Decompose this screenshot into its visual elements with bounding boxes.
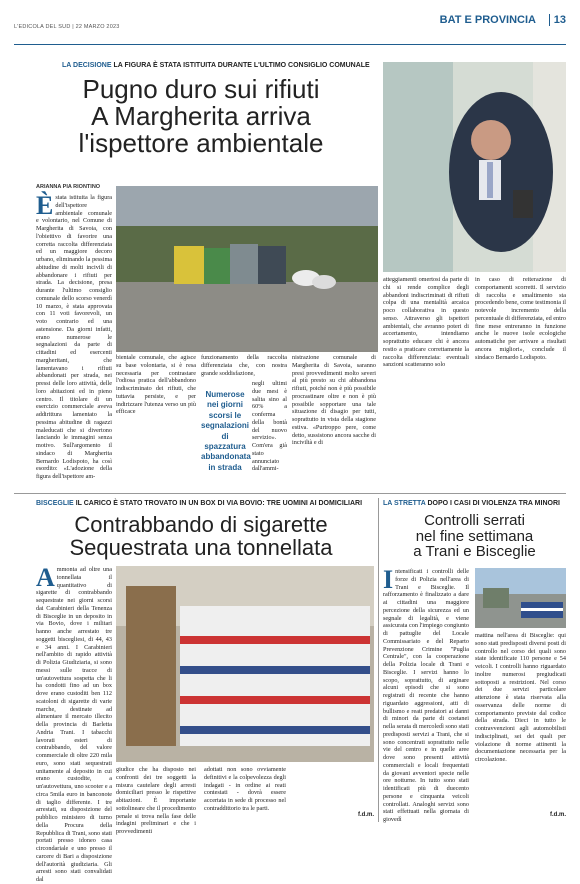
newspaper-dateline: L'EDICOLA DEL SUD | 22 MARZO 2023	[14, 24, 120, 30]
article1-pullquote: Numerose nei giorni scorsi le segnalazioni di spazzatura abbandonata in strada	[201, 390, 251, 472]
column-divider	[378, 498, 379, 822]
article3-column-2: mattina nell'area di Bisceglie: qui sono stati predisposti diversi posti di controllo nel corso dei quali sono state identificate 110 persone e 54 veicoli. I controlli hanno riguardato inoltre numerosi pregiudicati sottoposti a restrizioni. Nel corso dei due servizi particolare attenzione è stata riservata alla osservanza delle norme di comportamento previste dal codice della strada. Dieci in tutto le contravvenzioni agli automobilisti indisciplinati, sei dei quali per violazione di norme attinenti la documentazione necessaria per la circolazione.	[475, 632, 566, 763]
article1-column-3b: negli ultimi due mesi è salita sino al 60% a conferma della bontà del nuovo servizio». Com'era già stato annunciato dall'ammi-	[252, 380, 287, 473]
kicker-tag: BISCEGLIE	[36, 500, 74, 507]
article1-column-1	[36, 191, 112, 514]
kicker-text: DOPO I CASI DI VIOLENZA TRA MINORI	[427, 500, 560, 507]
column-text: stata istituita la figura dell'ispettore ambientale comunale e volontario, nel Comune di Margherita di Savoia, con l'obiettivo di favorire una corretta raccolta differenziata ed un maggiore decoro urbano, eliminando la pessima abitudine di molti incivili di abbandonare i rifiuti per strada. La decisione, presa durante l'ultimo consiglio comunale dello scorso venerdì 10 marzo, è stata approvata con 11 voti favorevoli, un voto contrario ed una astensione. Da giorni infatti, erano numerose le segnalazioni da parte di cittadini ed esercenti margheritani, che lamentavano i rifiuti abbandonati per strada, nei pressi delle loro attività, delle loro abitazioni ed in pieno centro. Il titolare di un esercizio commerciale aveva addirittura lamentato la pessima abitudine di ragazzi maleducati che si divertono lanciando le immagini senza motivo. Sull'argomento il sindaco di Margherita Bernardo Lodispoto, ha così esordito: «L'adozione della figura dell'ispettore am-	[36, 194, 112, 480]
police-car-illustration	[475, 568, 566, 628]
dropcap: I	[383, 565, 394, 594]
page-header	[14, 10, 566, 40]
article1-column-3: funzionamento della raccolta differenziata che, con nostra grande soddisfazione,	[201, 354, 287, 377]
kicker-tag: LA DECISIONE	[62, 62, 112, 69]
mayor-photo	[383, 62, 566, 272]
article1-column-5: atteggiamenti omertosi da parte di chi si rende complice degli abbandoni indiscriminati di rifiuti colpa di una mentalità arcaica poco collaborativa in questo senso. Attraverso gli ispettori ambientali, che avranno poteri di accertamento, intendiamo soprattutto educare chi è ancora restio a praticare correttamente la raccolta differenziata: eventuali sanzioni scatteranno solo	[383, 276, 469, 369]
trash-bins-photo	[116, 186, 378, 352]
cigarettes-photo	[116, 566, 374, 762]
headline-line: Contrabbando di sigarette	[74, 512, 328, 537]
article1-column-2: bientale comunale, che agisce su base volontaria, si è resa necessaria per contrastare l'odiosa pratica dell'abbandono indiscriminato dei rifiuti, che tuttavia persiste, e per indirizzare l'utenza verso un più efficace	[116, 354, 196, 416]
page-number: 13	[549, 14, 566, 26]
headline-line: a Trani e Bisceglie	[413, 543, 536, 561]
article1-kicker	[62, 62, 370, 69]
trash-bins-illustration	[116, 186, 378, 352]
article2-headline	[36, 514, 366, 560]
headline-line: A Margherita arriva	[91, 101, 311, 132]
article3-column-1	[383, 565, 469, 823]
kicker-text: IL CARICO È STATO TROVATO IN UN BOX DI VIA BOVIO: TRE UOMINI AI DOMICILIARI	[75, 500, 363, 507]
column-text: ntensificati i controlli delle forze di Polizia nell'area di Trani e Bisceglie. Il rafforzamento è finalizzato a dare ai cittadini una maggiore percezione della sicurezza ed un segnale di legalità, e viene assicurata con l'impiego congiunto di pattuglie del Locale Commissariato e del Reparto Prevenzione Crimine "Puglia Centrale", con la cooperazione della Polizia locale di Trani e Bisceglie. I servizi hanno lo scopo, soprattutto, di arginare alcuni episodi che si sono registrati di recente che hanno riguardato aggressioni, atti di bullismo e reati predatori ai danni di minori da parte di coetanei nella serata di mercoledì sono stati predisposti servizi a Trani, che si sono concentrati soprattutto nelle vie del centro e in quelle aree dove sono presenti attività commerciali e locali frequentati da giovani avventori specie nelle ore notturne. In tutto sono stati identificati più di duecento persone e cinquanta veicoli controllati. Analoghi servizi sono stati effettuati nella giornata di giovedì	[383, 568, 469, 823]
article2-signature: f.d.m.	[358, 812, 374, 818]
article1-column-6: in caso di reiterazione di comportamenti scorretti. Il servizio di raccolta e smaltimento sta procedendo bene, come testimonia il notevole incremento della percentuale di differenziata, ed entro fine mese entreranno in funzione anche le nuove isole ecologiche automatiche per arrivare a risultati ancora migliori», conclude il sindaco Bernardo Lodispoto.	[475, 276, 566, 361]
article2-column-3: adottati non sono ovviamente definitivi e la colpevolezza degli indagati - in ordine ai reati contestati - dovrà essere accertata in sede di processo nel contraddittorio tra le parti.	[204, 766, 286, 812]
article1-headline	[36, 76, 366, 157]
dropcap: A	[36, 563, 55, 592]
article3-headline	[383, 513, 566, 560]
article2-kicker	[36, 500, 362, 507]
kicker-tag: LA STRETTA	[383, 500, 426, 507]
police-car-photo	[475, 568, 566, 628]
column-text: mmonta ad oltre una tonnellata il quantitativo di sigarette di contrabbando sequestrate nei giorni scorsi dai Carabinieri della Tenenza di Bisceglie in un deposito in via Bovio, dove i militari hanno anche arrestato tre soggetti biscegliesi, di 44, 43 e 34 anni. I Carabinieri nell'ambito di rapido attività di Polizia Giudiziaria, si sono messi sulle tracce di un'autovettura sospetta che li ha condotti fino ad un box dove erano custoditi ben 112 scatoloni di sigarette di varie marche, destinate ad alimentare il mercato illecito della provincia di Barletta Andria Trani. I tabacchi lavorati esteri di contrabbando, del valore commerciale di oltre 220 mila euro, sono stati sequestrati unitamente al deposito in cui erano custodite, a un'autovettura, uno scooter e a circa 5mila euro in banconote di taglio differente. I tre arrestati, su disposizione del pubblico ministero di turno della Procura della Repubblica di Trani, sono stati portati presso idoneo casa circondariale e uno presso il carcere di Bari a disposizione dell'autorità giudiziaria. Gli arresti sono stati convalidati dal	[36, 566, 112, 883]
dropcap: È	[36, 191, 54, 220]
article2-column-1	[36, 563, 112, 883]
mayor-photo-illustration	[383, 62, 566, 272]
headline-line: Controlli serrati	[424, 512, 525, 529]
headline-line: Pugno duro sui rifiuti	[82, 74, 320, 104]
article3-kicker	[383, 500, 560, 507]
cigarettes-illustration	[116, 566, 374, 762]
article1-byline: ARIANNA PIA RIONTINO	[36, 184, 101, 190]
section-name: BAT E PROVINCIA	[439, 14, 536, 26]
headline-line: Sequestrata una tonnellata	[69, 534, 333, 560]
headline-line: l'ispettore ambientale	[78, 128, 324, 159]
kicker-text: LA FIGURA È STATA ISTITUITA DURANTE L'ULTIMO CONSIGLIO COMUNALE	[113, 62, 370, 69]
section-divider	[14, 493, 566, 494]
article3-signature: f.d.m.	[550, 812, 566, 818]
header-rule	[14, 44, 566, 45]
article1-column-4: nistrazione comunale di Margherita di Savoia, saranno presi provvedimenti molto severi al più presto su chi abbandona rifiuti, poiché non è più possibile procrastinare oltre e non è più possibile sopportare una tale situazione di disagio per tutti, soprattutto in vista della stagione estiva. «Purtroppo pere, come detto, sussistono ancora sacche di inciviltà e di	[292, 354, 376, 447]
headline-line: nel fine settimana	[415, 527, 534, 545]
article2-column-2: giudice che ha disposto nei confronti dei tre soggetti la misura cautelare degli arresti domiciliari presso le rispettive abitazioni. È importante sottolineare che il procedimento penale si trova nella fase delle indagini preliminari e che i provvedimenti	[116, 766, 196, 835]
